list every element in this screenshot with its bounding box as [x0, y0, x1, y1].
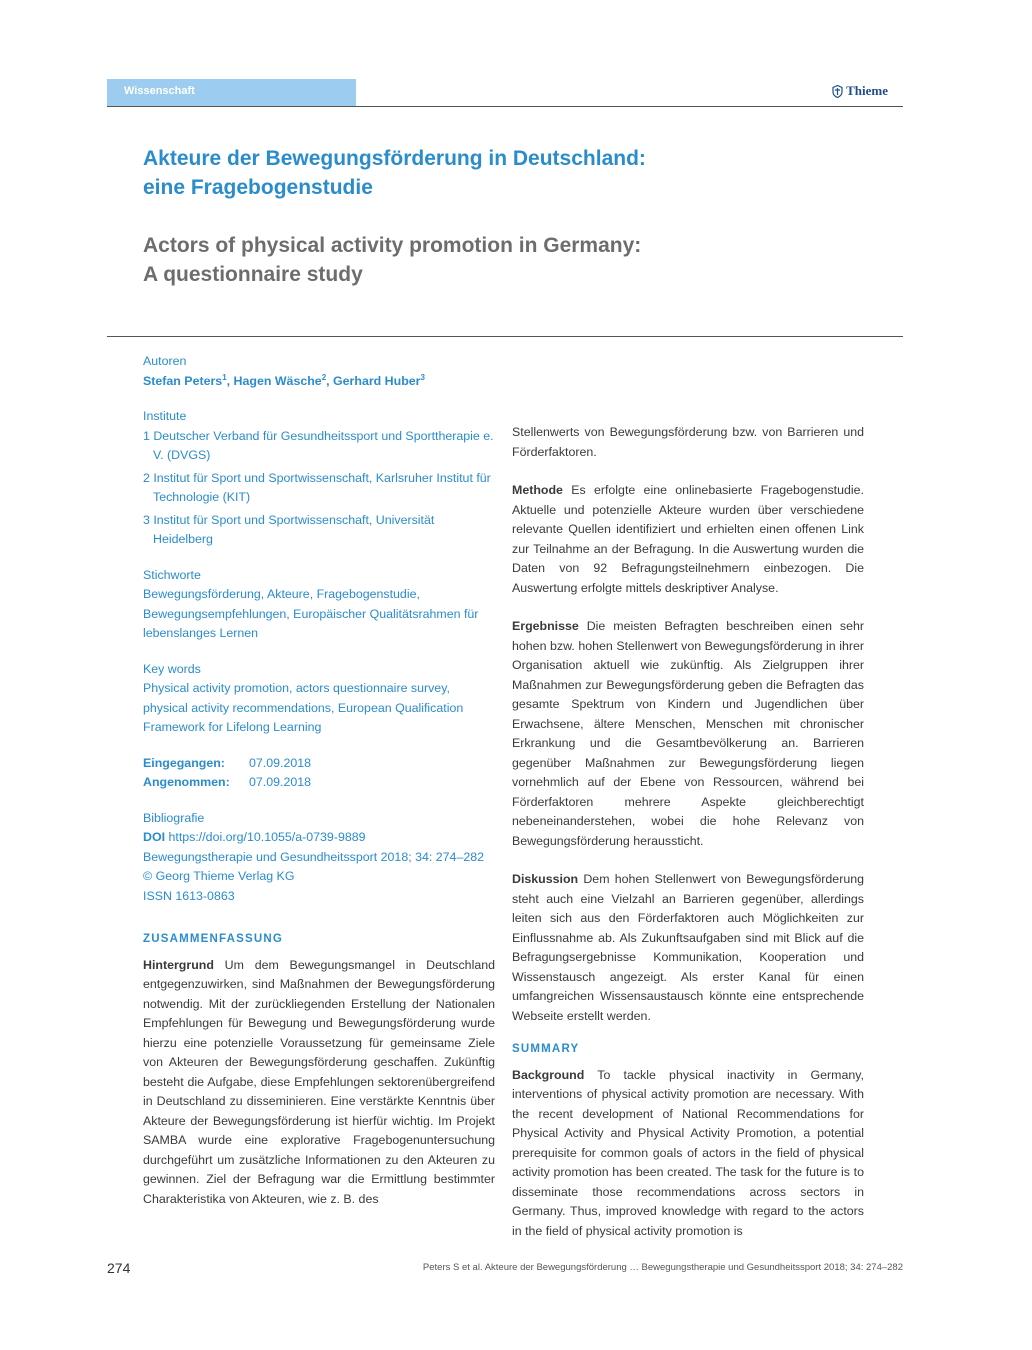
page-number: 274 — [107, 1260, 131, 1276]
bibliography-label: Bibliografie — [143, 810, 205, 825]
hintergrund-paragraph — [143, 956, 495, 1210]
methode-text: Es erfolgte eine onlinebasierte Fragebogenstudie. Aktuelle und potenzielle Akteure wurden über verschiedene relevante Quellen identifiziert und erhielten einen offenen Link zur Teilnahme an der Befragung. In die Auswertung wurden die Daten von 92 Befragungsteilnehmern einbezogen. Die Auswertung erfolgte mittels deskriptiver Analyse. — [512, 483, 864, 595]
footer-citation: Peters S et al. Akteure der Bewegungsförderung … Bewegungstherapie und Gesundheitssport 2018; 34: 274–282 — [422, 1262, 903, 1273]
thieme-logo-icon — [832, 85, 843, 98]
institute-item: 1 Deutscher Verband für Gesundheitssport und Sporttherapie e. V. (DVGS) — [143, 428, 494, 462]
publisher-logo — [832, 83, 888, 99]
ergebnisse-text: Die meisten Befragten beschreiben einen sehr hohen bzw. hohen Stellenwert von Bewegungsförderung in ihrer Organisation aktuell wie zukünftig. Als Zielgruppen ihrer Maßnahmen zur Bewegungsförderung geben die Befragten das gesamte Spektrum von Kindern und Jugendlichen über Erwachsene, ältere Menschen, Menschen mit chronischer Erkrankung und die Gesamtbevölkerung an. Barrieren gegenüber Maßnahmen zur Bewegungsförderung liegen vornehmlich auf der Ebene von Ressourcen, während bei Förderfaktoren mehrere Aspekte gleichberechtigt nebeneinanderstehen, wobei die hohe Relevanz von Bewegungsförderung heraussticht. — [512, 619, 864, 848]
bibliography-block — [143, 809, 495, 907]
institute-item: 3 Institut für Sport und Sportwissenschaft, Universität Heidelberg — [143, 512, 435, 546]
accepted-label: Angenommen: — [143, 775, 230, 789]
institutes-label: Institute — [143, 409, 187, 423]
diskussion-paragraph — [512, 870, 864, 1026]
background-text: To tackle physical inactivity in Germany, interventions of physical activity promotion are necessary. With the recent development of National Recommendations for Physical Activity and Physical Activity Promotion, a potential prerequisite for common goals of actors in the field of physical activity promotion has been created. The task for the future is to disseminate those recommendations across sectors in Germany. Thus, improved knowledge with regard to the actors in the field of physical activity promotion is — [512, 1067, 864, 1238]
journal-citation: Bewegungstherapie und Gesundheitssport 2018; 34: 274–282 — [143, 849, 485, 864]
affiliation-marker: 1 — [222, 372, 227, 382]
ergebnisse-label: Ergebnisse — [512, 619, 579, 633]
title-german-line: Akteure der Bewegungsförderung in Deutschland: — [143, 147, 646, 170]
affiliation-marker: 2 — [321, 372, 327, 382]
institute-item: 2 Institut für Sport und Sportwissenschaft, Karlsruher Institut für Technologie (KIT) — [143, 470, 491, 504]
received-row — [143, 754, 495, 774]
title-german — [143, 144, 843, 202]
stichworte-label: Stichworte — [143, 567, 201, 582]
doi-line — [143, 828, 495, 848]
authors-block — [143, 352, 495, 391]
background-label: Background — [512, 1067, 585, 1082]
author-separator: , — [326, 373, 334, 388]
section-label: Wissenschaft — [107, 79, 356, 106]
left-column — [143, 352, 495, 1228]
author-list — [143, 372, 495, 392]
issn-line: ISSN 1613-0863 — [143, 888, 235, 903]
keywords-label: Key words — [143, 661, 201, 676]
copyright-line: © Georg Thieme Verlag KG — [143, 869, 295, 883]
keywords-text: Physical activity promotion, actors questionnaire survey, physical activity recommendations, European Qualification Framework for Lifelong Learning — [143, 681, 464, 734]
author-name: Stefan Peters — [143, 373, 223, 388]
hintergrund-label: Hintergrund — [143, 957, 214, 972]
summary-heading: SUMMARY — [512, 1043, 580, 1055]
hintergrund-continuation: Stellenwerts von Bewegungsförderung bzw. von Barrieren und Förderfaktoren. — [512, 425, 864, 459]
diskussion-label: Diskussion — [512, 872, 579, 886]
author-name: Gerhard Huber — [333, 373, 421, 388]
title-divider — [107, 336, 903, 337]
author-name: Hagen Wäsche — [233, 373, 322, 388]
accepted-row — [143, 773, 495, 793]
publisher-name: Thieme — [846, 83, 888, 98]
affiliation-marker: 3 — [420, 372, 425, 382]
dates-block — [143, 754, 495, 793]
accepted-date: 07.09.2018 — [249, 775, 312, 789]
doi-link[interactable]: https://doi.org/10.1055/a-0739-9889 — [168, 830, 366, 844]
received-date: 07.09.2018 — [249, 755, 312, 770]
keywords-block — [143, 660, 495, 738]
background-paragraph — [512, 1066, 864, 1242]
header-divider — [107, 106, 903, 107]
title-english — [143, 231, 843, 289]
ergebnisse-paragraph — [512, 617, 864, 851]
diskussion-text: Dem hohen Stellenwert von Bewegungsförderung steht auch eine Vielzahl an Barrieren gegenüber, allerdings leiten sich aus den Förderfaktoren auch Möglichkeiten zur Einflussnahme ab. Als Zukunftsaufgaben sind mit Blick auf die Befragungsergebnisse Kommunikation, Kooperation und Wissenstausch angezeigt. Als erster Kanal für einen umfangreichen Wissensaustausch könnte eine entsprechende Webseite erstellt werden. — [512, 872, 864, 1023]
title-english-line: A questionnaire study — [143, 263, 363, 286]
title-german-line: eine Fragebogenstudie — [143, 176, 373, 199]
right-column — [512, 423, 864, 1260]
methode-label: Methode — [512, 483, 563, 497]
author-separator: , — [226, 373, 234, 388]
methode-paragraph — [512, 481, 864, 598]
received-label: Eingegangen: — [143, 755, 225, 770]
institutes-block — [143, 407, 495, 550]
zusammenfassung-heading: ZUSAMMENFASSUNG — [143, 933, 284, 945]
doi-label: DOI — [143, 830, 166, 844]
title-english-line: Actors of physical activity promotion in Germany: — [143, 234, 642, 257]
authors-label: Autoren — [143, 354, 187, 368]
stichworte-text: Bewegungsförderung, Akteure, Fragebogenstudie, Bewegungsempfehlungen, Europäischer Qualitätsrahmen für lebenslanges Lernen — [143, 587, 479, 640]
stichworte-block — [143, 566, 495, 644]
hintergrund-text: Um dem Bewegungsmangel in Deutschland entgegenzuwirken, sind Maßnahmen der Bewegungsförderung notwendig. Mit der zurückliegenden Erstellung der Nationalen Empfehlungen für Bewegung und Bewegungsförderung wurde hierzu eine potenzielle Voraussetzung für gemeinsame Ziele von Akteuren der Bewegungsförderung geschaffen. Zukünftig besteht die Aufgabe, diese Empfehlungen sektorenübergreifend in Deutschland zu disseminieren. Eine verstärkte Kenntnis über Akteure der Bewegungsförderung ist hierfür wichtig. Im Projekt SAMBA wurde eine explorative Fragebogenuntersuchung durchgeführt um zusätzliche Informationen zu den Akteuren zu gewinnen. Ziel der Befragung war die Ermittlung bestimmter Charakteristika von Akteuren, wie z. B. des — [143, 957, 495, 1206]
